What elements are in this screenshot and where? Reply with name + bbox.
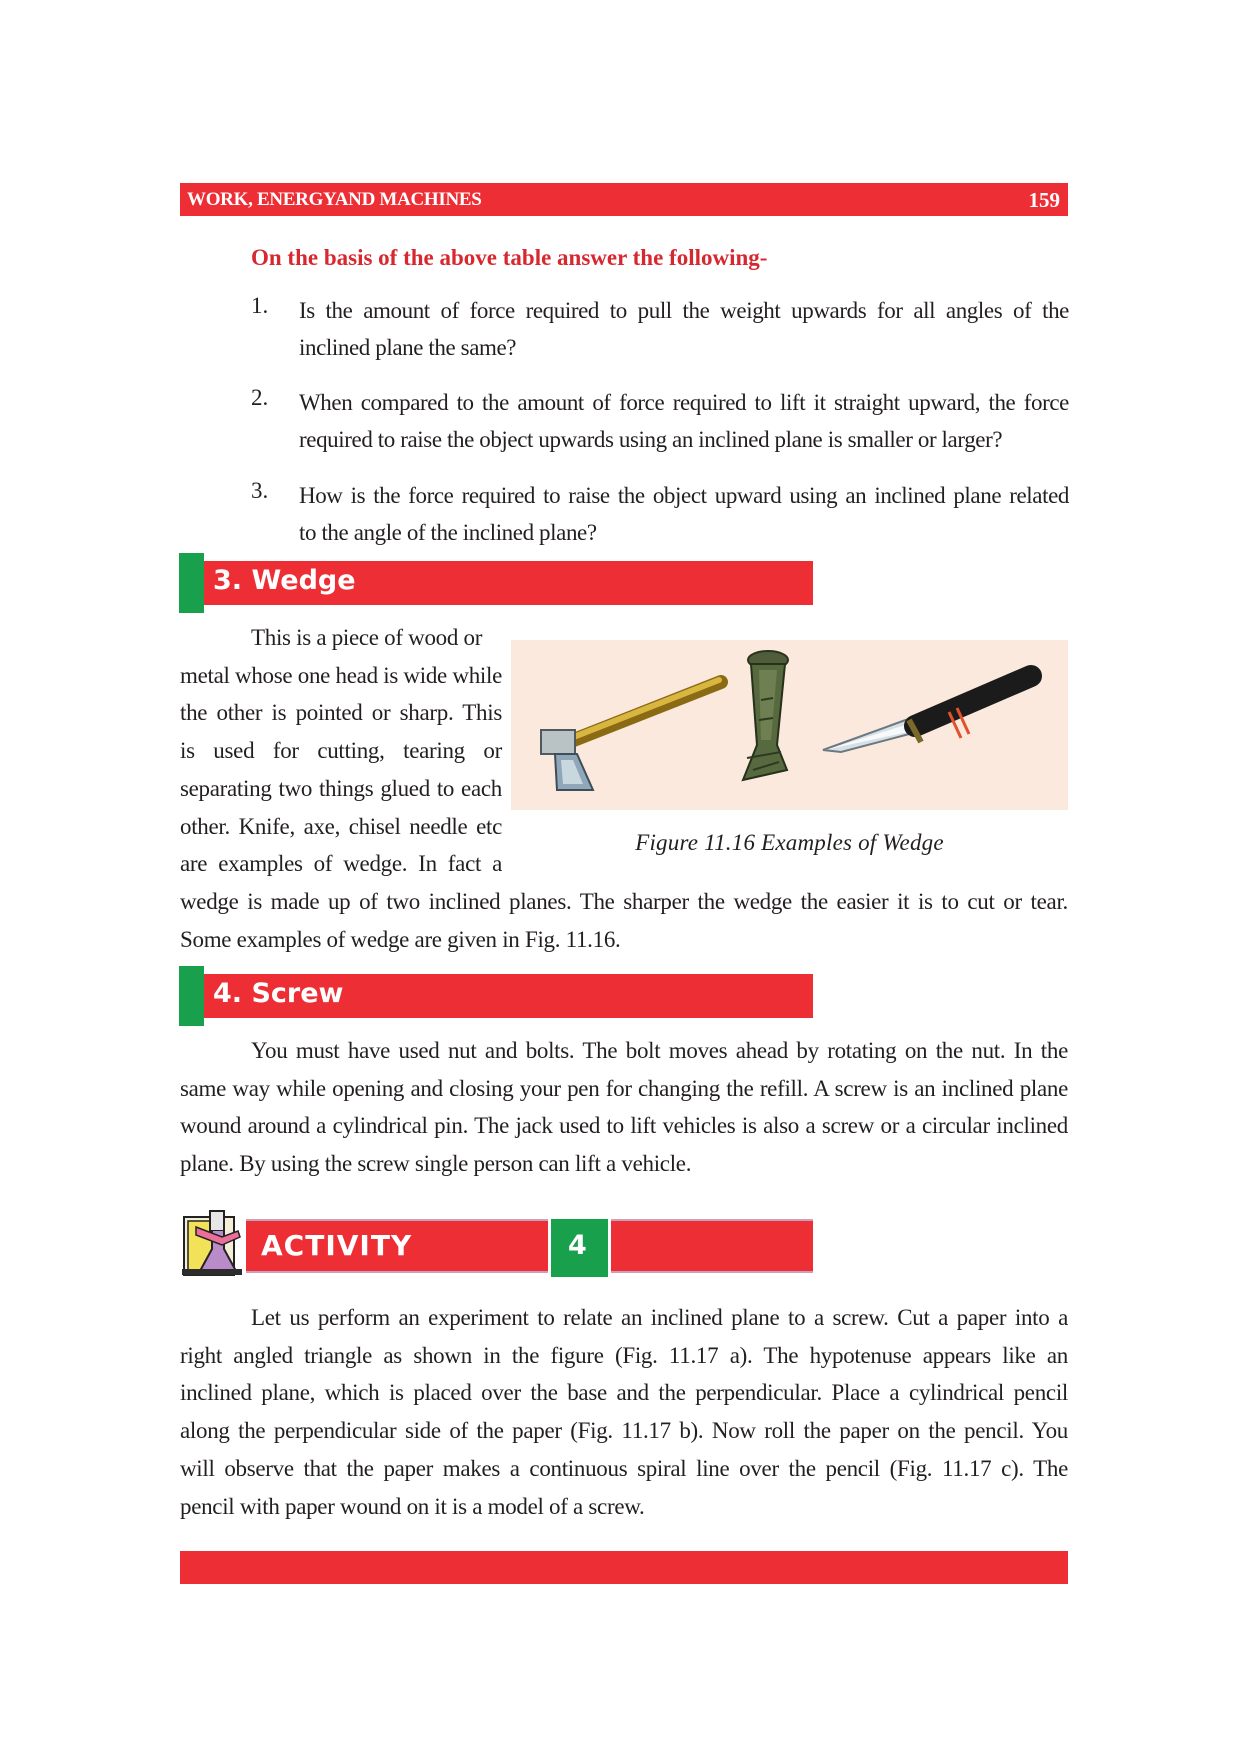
activity-icon (180, 1207, 246, 1279)
text-line: will observe that the paper makes a continuous spiral line over the pencil (Fig. 11.17 c). The (180, 1455, 1068, 1481)
question-number: 3. (251, 478, 269, 503)
question-number: 1. (251, 293, 269, 318)
activity-number-box (551, 1219, 608, 1277)
text-line: separating two things glued to each (180, 775, 502, 801)
question-line: inclined plane the same? (299, 335, 517, 360)
text-line: This is a piece of wood or (251, 625, 483, 650)
axe-image (541, 680, 721, 790)
activity-bar-tail (611, 1219, 813, 1273)
text-line: the other is pointed or sharp. This (180, 700, 502, 726)
wedge-illustration (511, 640, 1068, 810)
lab-apparatus-icon (180, 1207, 246, 1279)
questions-heading: On the basis of the above table answer the following- (251, 245, 768, 270)
text-line: plane. By using the screw single person can lift a vehicle. (180, 1151, 692, 1177)
section-heading-bar (204, 561, 813, 605)
text-line: are examples of wedge. In fact a (180, 851, 502, 877)
knife-image (823, 676, 1031, 752)
text-line: along the perpendicular side of the paper (Fig. 11.17 b). Now roll the paper on the pencil. You (180, 1418, 1068, 1444)
page-number: 159 (1028, 188, 1060, 212)
text-line: right angled triangle as shown in the figure (Fig. 11.17 a). The hypotenuse appears like an (180, 1342, 1068, 1368)
section-marker (179, 553, 204, 613)
text-line: wound around a cylindrical pin. The jack used to lift vehicles is also a screw or a circular inclined (180, 1113, 1068, 1139)
page-footer-bar (180, 1551, 1068, 1584)
question-number: 2. (251, 385, 269, 410)
chapter-title: WORK, ENERGYAND MACHINES (187, 189, 482, 210)
question-line: How is the force required to raise the object upward using an inclined plane related (299, 483, 1069, 508)
screw-paragraph (180, 1032, 1068, 1183)
chisel-image (743, 651, 788, 780)
text-line: is used for cutting, tearing or (180, 738, 502, 764)
screw-section-title: 4. Screw (213, 978, 344, 1009)
text-line: You must have used nut and bolts. The bolt moves ahead by rotating on the nut. In the (251, 1038, 1068, 1063)
question-line: When compared to the amount of force required to lift it straight upward, the force (299, 390, 1069, 415)
question-line: required to raise the object upwards using an inclined plane is smaller or larger? (299, 427, 1003, 452)
wedge-section-title: 3. Wedge (213, 565, 356, 596)
section-marker (179, 966, 204, 1026)
text-line: same way while opening and closing your pen for changing the refill. A screw is an inclined plane (180, 1075, 1068, 1101)
page-header-bar (180, 183, 1068, 216)
wedge-paragraph-cont (180, 883, 1068, 958)
wedge-paragraph (180, 619, 502, 883)
activity-paragraph (180, 1299, 1068, 1525)
figure-caption: Figure 11.16 Examples of Wedge (635, 830, 944, 855)
activity-number: 4 (568, 1230, 587, 1261)
section-heading-bar (204, 974, 813, 1018)
text-line: inclined plane, which is placed over the base and the perpendicular. Place a cylindrical pencil (180, 1380, 1068, 1406)
text-line: Some examples of wedge are given in Fig. 11.16. (180, 926, 621, 952)
question-line: to the angle of the inclined plane? (299, 520, 597, 545)
wedge-examples-figure (511, 640, 1068, 810)
activity-label-bar (246, 1219, 548, 1273)
text-line: pencil with paper wound on it is a model of a screw. (180, 1493, 645, 1519)
text-line: metal whose one head is wide while (180, 662, 502, 688)
question-line: Is the amount of force required to pull the weight upwards for all angles of the (299, 298, 1069, 323)
text-line: Let us perform an experiment to relate an inclined plane to a screw. Cut a paper into a (251, 1305, 1068, 1330)
text-line: other. Knife, axe, chisel needle etc (180, 813, 502, 839)
activity-label: ACTIVITY (261, 1229, 413, 1262)
text-line: wedge is made up of two inclined planes. The sharper the wedge the easier it is to cut or tear. (180, 889, 1068, 914)
